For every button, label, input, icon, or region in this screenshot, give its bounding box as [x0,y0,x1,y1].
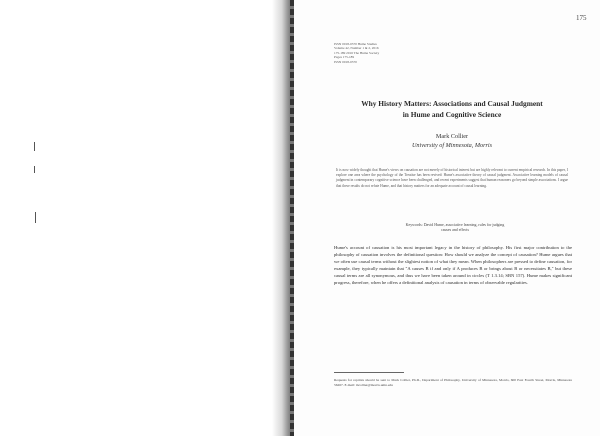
author-affiliation: University of Minnesota, Morris [411,142,493,149]
journal-info-line: Pages 175-189 [334,55,355,60]
paper-title-line: in Hume and Cognitive Science [402,110,502,119]
journal-info-line: ISSN 0018-0370 [334,59,357,64]
keywords [350,223,560,234]
journal-info-line: ISSN 0018-0370 Hume Studies [334,42,377,46]
margin-mark [34,142,35,151]
margin-mark [34,166,35,173]
right-page [294,0,600,436]
footnote: Requests for reprints should be sent to Mark Collier, Ph.D., Department of Philosophy, University of Minnesota, Morris, 600 East Fourth Street, Morris, Minnesota 56267. E-mail: mcollier@morris.umn.edu [334,378,572,387]
keywords-line: Keywords: David Hume, associative learning, rules for judging [405,223,505,227]
author-block [314,132,590,150]
footnote-rule [334,372,404,373]
keywords-line: causes and effects [440,228,469,233]
author-name: Mark Collier [435,133,469,140]
journal-info-line: 175-189 2016 The Hume Society [334,50,380,55]
paper-title [314,98,590,120]
left-page-blank [0,0,278,436]
body-paragraph: Hume's account of causation is his most important legacy in the history of philosophy. His first major contribution to the philosophy of causation involves the definitional question: How should we analyze the concept of causation? Hume argues that we often use causal terms without the slightest notion of what they mean. When philosophers are pressed to define causation, for example, they typically maintain that "A causes B if and only if A produces B or brings about B or necessitates B," but these causal terms are all synonymous, and thus we have been taken around in circles (T 1.3.14; SBN 157). Hume makes significant progress, therefore, when he offers a definitional analysis of causation in terms of observable regularities. [334,245,572,285]
page-number: 175 [576,14,587,22]
journal-info-line: Volume 42, Number 1 & 2, 2016 [334,46,379,51]
abstract: It is now widely thought that Hume's views on causation are not merely of historical interest but are highly relevant to current empirical research. In this paper, I explore one area where the psychology of the Treatise has been revived: Hume's associative theory of causal judgment. Associative learning models of causal judgment in contemporary cognitive science have been challenged, and recent experiments suggest that human reasoners go beyond simple associations. I argue that these results do not refute Hume, and that history matters for an adequate account of causal learning. [336,168,568,188]
journal-info [334,42,474,64]
margin-mark [35,212,36,223]
paper-title-line: Why History Matters: Associations and Causal Judgment [361,99,543,108]
